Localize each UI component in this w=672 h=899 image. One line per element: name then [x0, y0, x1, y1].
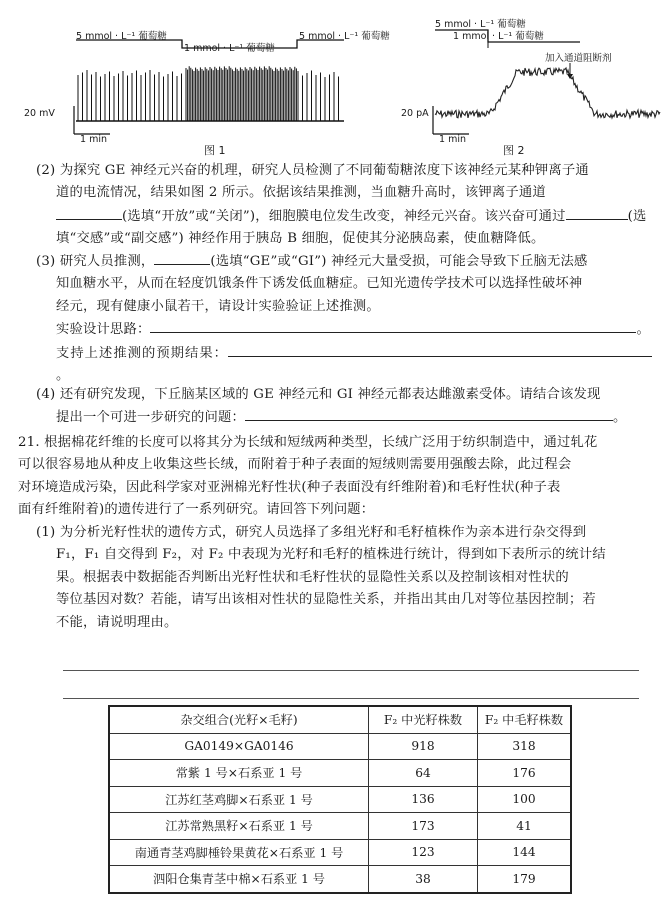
table-row — [109, 786, 571, 813]
table-cell: 144 — [478, 839, 572, 866]
fig1-scale-time: 1 min — [80, 134, 107, 145]
table-row — [109, 813, 571, 840]
table-cell: 173 — [369, 813, 478, 840]
q20-blank-result[interactable] — [228, 342, 652, 357]
q20-part3: (3) 研究人员推测， (选填“GE”或“GI”) 神经元大量受损，可能会导致下丘脑无法感 知血糖水平，从而在轻度饥饿条件下诱发低血糖症。已知光遗传学技术可以选择性破坏神 经元，现有健康小鼠若干，请设计实验验证上述推测。 实验设计思路： 。 支持上述推测的预期结果：。 — [36, 250, 652, 387]
fig1-high-glucose-right: 5 mmol · L⁻¹ 葡萄糖 — [299, 31, 390, 42]
fig2-blocker-label: 加入通道阻断剂 — [545, 53, 612, 64]
table-row — [109, 839, 571, 866]
table-cell: 江苏常熟黑籽×石系亚 1 号 — [109, 813, 369, 840]
fig2-low-glucose: 1 mmol · L⁻¹ 葡萄糖 — [453, 31, 544, 42]
table-header-row — [109, 706, 571, 733]
answer-line-2[interactable] — [63, 698, 639, 699]
q20-blank-nerve[interactable] — [566, 205, 628, 220]
fig2-high-glucose: 5 mmol · L⁻¹ 葡萄糖 — [435, 19, 526, 30]
fig2-scale-current: 20 pA — [401, 108, 429, 119]
q20-blank-neuron-type[interactable] — [154, 250, 210, 265]
q20-part2: (2) 为探究 GE 神经元兴奋的机理，研究人员检测了不同葡萄糖浓度下该神经元某种钾离子通 道的电流情况，结果如图 2 所示。依据该结果推测，当血糖升高时，该钾离子通道 (选填“开放”或“关闭”)，细胞膜电位发生改变，神经元兴奋。该兴奋可通过 (选 填“交感”或“副交感”) 神经作用于胰岛 B 细胞，促使其分泌胰岛素，使血糖降低。 — [36, 163, 647, 247]
table-header: F₂ 中光籽株数 — [369, 706, 478, 733]
table-row — [109, 733, 571, 760]
table-header: 杂交组合(光籽×毛籽) — [109, 706, 369, 733]
table-cell: 38 — [369, 866, 478, 893]
fig1-caption: 图 1 — [204, 144, 226, 157]
table-cell: 常紫 1 号×石系亚 1 号 — [109, 760, 369, 787]
q21-intro: 21. 根据棉花纤维的长度可以将其分为长绒和短绒两种类型，长绒广泛用于纺织制造中，通过轧花 可以很容易地从种皮上收集这些长绒，而附着于种子表面的短绒则需要用强酸去除，此过程会 对环境造成污染，因此科学家对亚洲棉光籽性状(种子表面没有纤维附着)和毛籽性状(种子表 面有纤维附着)的遗传进行了一系列研究。请回答下列问题： — [18, 435, 598, 518]
q20-blank-channel[interactable] — [56, 205, 122, 220]
figure-2 — [395, 8, 665, 158]
table-cell: 南通青茎鸡脚棰铃果黄花×石系亚 1 号 — [109, 839, 369, 866]
table-header: F₂ 中毛籽株数 — [478, 706, 572, 733]
table-cell: 179 — [478, 866, 572, 893]
table-cell: 318 — [478, 733, 572, 760]
fig1-high-glucose-left: 5 mmol · L⁻¹ 葡萄糖 — [76, 31, 167, 42]
table-cell: 100 — [478, 786, 572, 813]
answer-line-1[interactable] — [63, 670, 639, 671]
figure-1-plot — [24, 8, 344, 158]
fig1-low-glucose: 1 mmol · L⁻¹ 葡萄糖 — [184, 43, 275, 54]
q20-blank-question[interactable] — [245, 406, 613, 421]
figure-1 — [24, 8, 390, 158]
table-cell: 64 — [369, 760, 478, 787]
q20-part4: (4) 还有研究发现，下丘脑某区域的 GE 神经元和 GI 神经元都表达雌激素受体。请结合该发现 提出一个可进一步研究的问题： 。 — [36, 387, 627, 426]
fig2-scale-time: 1 min — [439, 134, 466, 145]
table-cell: 泗阳仓集青茎中棉×石系亚 1 号 — [109, 866, 369, 893]
table-cell: 123 — [369, 839, 478, 866]
fig2-caption: 图 2 — [503, 144, 525, 157]
table-cell: GA0149×GA0146 — [109, 733, 369, 760]
table-cell: 41 — [478, 813, 572, 840]
f2-count-table — [108, 705, 572, 894]
q20-blank-design[interactable] — [150, 318, 636, 333]
table-cell: 918 — [369, 733, 478, 760]
table-cell: 176 — [478, 760, 572, 787]
fig1-scale-voltage: 20 mV — [24, 108, 55, 119]
table-row — [109, 866, 571, 893]
table-row — [109, 760, 571, 787]
table-cell: 江苏红茎鸡脚×石系亚 1 号 — [109, 786, 369, 813]
table-cell: 136 — [369, 786, 478, 813]
q21-part1: (1) 为分析光籽性状的遗传方式，研究人员选择了多组光籽和毛籽植株作为亲本进行杂交得到 F₁，F₁ 自交得到 F₂，对 F₂ 中表现为光籽和毛籽的植株进行统计，得到如下表所示的统计结 果。根据表中数据能否判断出光籽性状和毛籽性状的显隐性关系以及控制该相对性状的 等位基因对数？若能，请写出该相对性状的显隐性关系，并指出其由几对等位基因控制；若 不能，请说明理由。 — [36, 525, 606, 630]
